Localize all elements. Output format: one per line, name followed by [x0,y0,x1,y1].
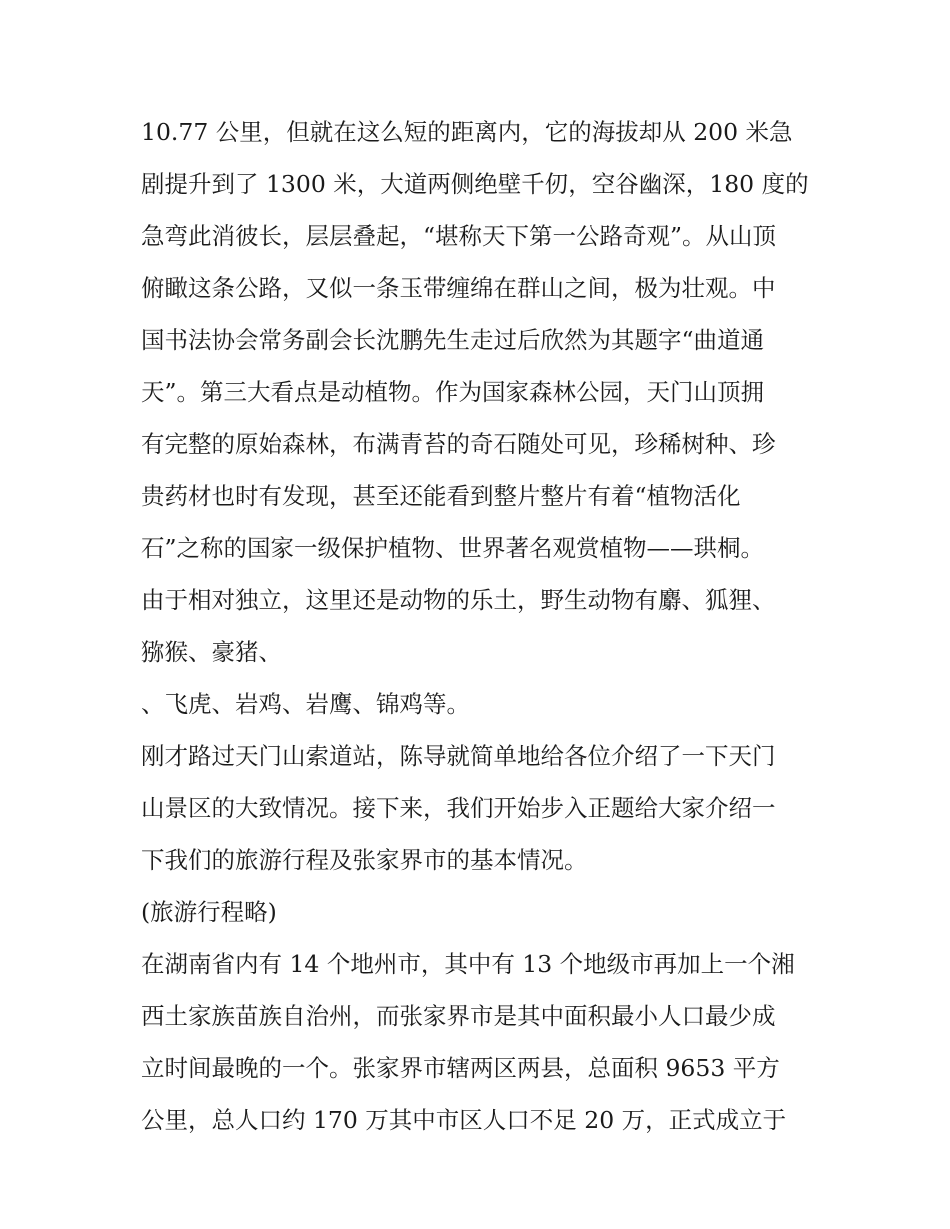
text-line: 猕猴、豪猪、 [141,638,282,666]
text-line: 国书法协会常务副会长沈鹏先生走过后欣然为其题字“曲道通 [141,326,765,354]
text-line: 俯瞰这条公路，又似一条玉带缠绵在群山之间，极为壮观。中 [141,274,776,302]
text-line: 下我们的旅游行程及张家界市的基本情况。 [141,846,588,874]
text-line: 、飞虎、岩鸡、岩鹰、锦鸡等。 [141,690,470,718]
text-line: 刚才路过天门山索道站，陈导就简单地给各位介绍了一下天门 [141,742,776,770]
text-line: 西土家族苗族自治州，而张家界市是其中面积最小人口最少成 [141,1002,776,1030]
text-line: 急弯此消彼长，层层叠起，“堪称天下第一公路奇观”。从山顶 [141,222,777,250]
text-line: 石”之称的国家一级保护植物、世界著名观赏植物——珙桐。 [141,534,765,562]
text-line: 天”。第三大看点是动植物。作为国家森林公园，天门山顶拥 [141,378,765,406]
text-line: 有完整的原始森林，布满青苔的奇石随处可见，珍稀树种、珍 [141,430,776,458]
text-line: 由于相对独立，这里还是动物的乐土，野生动物有麝、狐狸、 [141,586,776,614]
text-line: 公里，总人口约 170 万其中市区人口不足 20 万，正式成立于 [141,1106,787,1134]
text-line: 贵药材也时有发现，甚至还能看到整片整片有着“植物活化 [141,482,741,510]
text-line: 剧提升到了 1300 米，大道两侧绝壁千仞，空谷幽深，180 度的 [141,170,809,198]
text-line: (旅游行程略) [141,898,277,926]
text-line: 在湖南省内有 14 个地州市，其中有 13 个地级市再加上一个湘 [141,950,795,978]
text-line: 山景区的大致情况。接下来，我们开始步入正题给大家介绍一 [141,794,776,822]
text-line: 10.77 公里，但就在这么短的距离内，它的海拔却从 200 米急 [141,118,793,146]
body-text [141,106,821,1146]
text-line: 立时间最晚的一个。张家界市辖两区两县，总面积 9653 平方 [141,1054,780,1082]
